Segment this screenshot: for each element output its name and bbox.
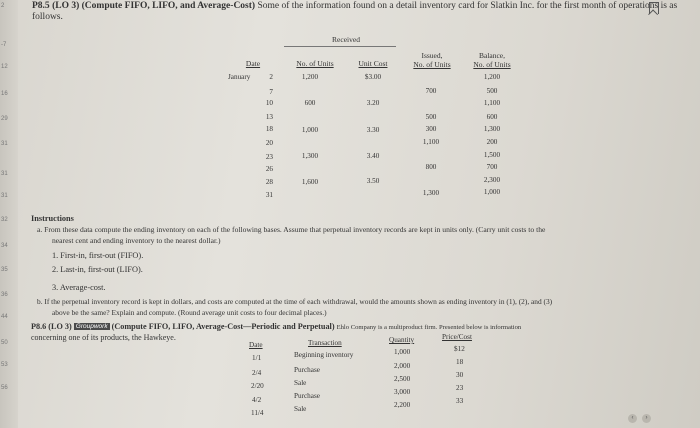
- row-balance: 1,200: [483, 73, 501, 81]
- t2-quantity: 3,000: [394, 388, 411, 396]
- t2-date: 11/4: [251, 409, 264, 417]
- t2-date: 4/2: [252, 396, 262, 404]
- row-day: 2: [269, 73, 273, 81]
- row-issued: 1,100: [422, 138, 440, 146]
- t2-date: 1/1: [252, 354, 262, 362]
- col-header-units: No. of Units: [296, 59, 334, 68]
- row-day: 23: [265, 153, 273, 161]
- t2-price: $12: [454, 345, 465, 353]
- line-number: 16: [1, 91, 8, 97]
- problem2-heading: (Compute FIFO, LIFO, Average-Cost—Periodic and Perpetual): [111, 322, 335, 331]
- row-cost: 3.50: [366, 177, 380, 185]
- received-divider: [284, 46, 396, 47]
- line-number: 34: [1, 243, 8, 249]
- col-header-cost: Unit Cost: [358, 59, 388, 68]
- t2-header-price: Price/Cost: [442, 333, 472, 341]
- t2-price: 18: [456, 358, 464, 366]
- month-label: January: [228, 73, 251, 81]
- prev-page-icon[interactable]: ‹: [628, 414, 637, 423]
- t2-transaction: Purchase: [294, 366, 320, 374]
- col-header-issued: [404, 52, 460, 69]
- t2-quantity: 2,500: [394, 375, 411, 383]
- row-units: 1,300: [301, 152, 319, 160]
- bookmark-icon[interactable]: [649, 2, 659, 14]
- row-balance: 600: [486, 113, 498, 121]
- t2-transaction: Sale: [294, 379, 307, 387]
- t2-quantity: 2,000: [394, 362, 411, 370]
- problem2-number: P8.6: [31, 322, 47, 331]
- t2-quantity: 2,200: [394, 401, 411, 409]
- line-number: 29: [1, 116, 8, 122]
- t2-price: 23: [456, 384, 464, 392]
- line-number: 50: [1, 340, 8, 346]
- row-balance: 1,000: [483, 188, 501, 196]
- row-units: 1,600: [301, 178, 319, 186]
- t2-header-date: Date: [249, 341, 263, 349]
- col-header-balance-line1: Balance,: [478, 51, 506, 60]
- line-number: 44: [1, 314, 8, 320]
- row-issued: 800: [425, 163, 437, 171]
- t2-header-transaction: Transaction: [308, 339, 342, 347]
- line-number: 36: [1, 292, 8, 298]
- row-cost: $3.00: [364, 73, 382, 81]
- line-number: 56: [1, 385, 8, 391]
- line-number: 32: [1, 217, 8, 223]
- row-balance: 200: [486, 138, 498, 146]
- row-cost: 3.30: [366, 126, 380, 134]
- row-day: 28: [265, 178, 273, 186]
- instruction-item-3: 3. Average-cost.: [52, 283, 106, 292]
- row-day: 20: [265, 139, 273, 147]
- row-balance: 2,300: [483, 176, 501, 184]
- row-balance: 500: [486, 87, 498, 95]
- line-number: 35: [1, 267, 8, 273]
- problem2-lo: (LO 3): [48, 322, 72, 331]
- problem-number: P8.5: [32, 1, 50, 11]
- row-units: 600: [304, 99, 316, 107]
- problem2-title: [31, 322, 521, 331]
- row-balance: 1,500: [483, 151, 501, 159]
- instruction-a-line1: a. From these data compute the ending inventory on each of the following bases. Assume that perpetual inventory records are kept in units only. (Carry unit costs to the: [37, 225, 546, 234]
- row-issued: 500: [425, 113, 437, 121]
- next-page-icon[interactable]: ›: [642, 414, 651, 423]
- line-number: 31: [1, 141, 8, 147]
- col-header-issued-line2: No. of Units: [413, 59, 451, 69]
- problem2-intro: Ehlo Company is a multiproduct firm. Presented below is information: [336, 324, 522, 331]
- row-day: 13: [265, 113, 273, 121]
- instruction-item-1: 1. First-in, first-out (FIFO).: [52, 251, 144, 260]
- t2-transaction: Purchase: [294, 392, 320, 400]
- problem-lo: (LO 3): [52, 1, 80, 11]
- row-cost: 3.40: [366, 152, 380, 160]
- t2-date: 2/4: [252, 369, 262, 377]
- row-issued: 700: [425, 87, 437, 95]
- groupwork-badge: Groupwork: [75, 323, 108, 330]
- row-day: 10: [265, 99, 273, 107]
- t2-quantity: 1,000: [394, 348, 411, 356]
- row-issued: 300: [425, 125, 437, 133]
- row-day: 18: [265, 125, 273, 133]
- line-number: 31: [1, 193, 8, 199]
- row-units: 1,200: [301, 73, 319, 81]
- line-number: 2: [1, 3, 5, 9]
- line-number: 53: [1, 362, 8, 368]
- page-margin: [0, 0, 18, 428]
- t2-price: 30: [456, 371, 464, 379]
- t2-header-quantity: Quantity: [389, 336, 415, 344]
- problem-intro-cont: follows.: [32, 12, 63, 22]
- t2-date: 2/20: [251, 382, 264, 390]
- row-day: 26: [265, 165, 273, 173]
- row-day: 31: [265, 191, 273, 199]
- instructions-heading: Instructions: [31, 214, 74, 223]
- problem-heading: (Compute FIFO, LIFO, and Average-Cost): [81, 1, 256, 11]
- col-header-balance-line2: No. of Units: [473, 59, 511, 69]
- row-balance: 700: [486, 163, 498, 171]
- row-units: 1,000: [301, 126, 319, 134]
- problem2-intro-cont: concerning one of its products, the Hawkeye.: [31, 333, 176, 342]
- t2-transaction: Sale: [294, 405, 307, 413]
- col-header-balance: [466, 52, 518, 69]
- problem-intro: Some of the information found on a detail inventory card for Slatkin Inc. for the first month of operations is as: [257, 1, 678, 11]
- line-number: 31: [1, 171, 8, 177]
- problem-title: [32, 1, 677, 11]
- t2-transaction: Beginning inventory: [294, 351, 354, 359]
- row-cost: 3.20: [366, 99, 380, 107]
- t2-price: 33: [456, 397, 464, 405]
- row-day: 7: [269, 88, 273, 96]
- received-label: Received: [332, 35, 360, 44]
- instruction-item-2: 2. Last-in, first-out (LIFO).: [52, 265, 143, 274]
- col-header-date: Date: [245, 59, 261, 68]
- row-issued: 1,300: [422, 189, 440, 197]
- col-header-issued-line1: Issued,: [421, 51, 443, 60]
- row-balance: 1,300: [483, 125, 501, 133]
- line-number: -7: [1, 42, 7, 48]
- instruction-a-line2: nearest cent and ending inventory to the nearest dollar.): [52, 236, 221, 245]
- instruction-b-line1: b. If the perpetual inventory record is kept in dollars, and costs are computed at the time of each withdrawal, would the amounts shown as ending inventory in (1), (2), and (3): [37, 297, 553, 306]
- instruction-b-line2: above be the same? Explain and compute. (Round average unit costs to four decimal places.): [52, 308, 327, 317]
- row-balance: 1,100: [483, 99, 501, 107]
- line-number: 12: [1, 64, 8, 70]
